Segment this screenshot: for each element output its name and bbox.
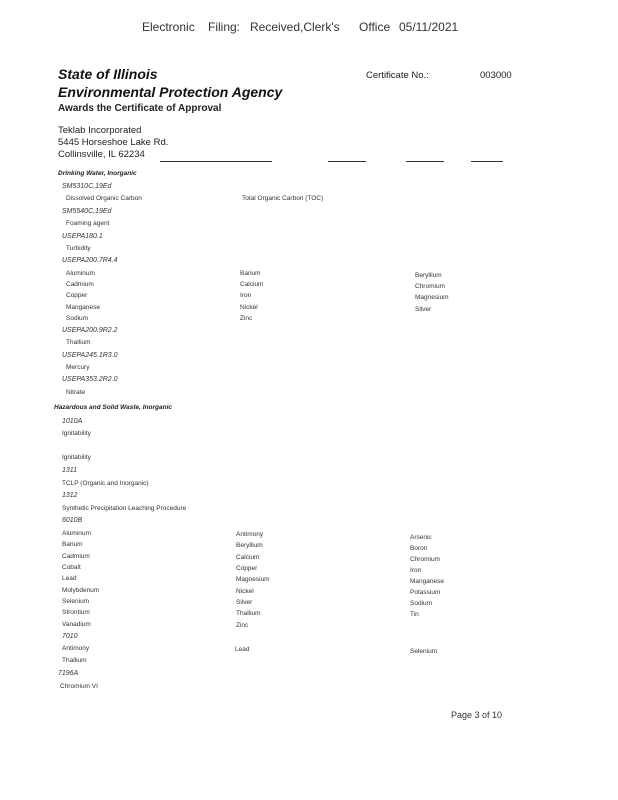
- filing-electronic: Electronic: [142, 20, 195, 34]
- analyte: Tin: [410, 611, 419, 618]
- analyte: Beryllium: [236, 542, 263, 549]
- analyte: Synthetic Precipitation Leaching Procedure: [62, 505, 187, 512]
- method-code: 1312: [62, 492, 78, 499]
- analyte: Aluminum: [62, 530, 91, 537]
- analyte: Turbidity: [66, 245, 91, 252]
- analyte: Calcium: [240, 281, 264, 288]
- analyte: Chromium: [415, 283, 445, 290]
- analyte: Thallium: [236, 610, 261, 617]
- analyte: Beryllium: [415, 272, 442, 279]
- lab-street: 5445 Horseshoe Lake Rd.: [58, 137, 169, 148]
- analyte: Chromium VI: [60, 683, 98, 690]
- analyte: Aluminum: [66, 270, 95, 277]
- analyte: Copper: [66, 292, 88, 299]
- analyte: Cadmium: [66, 281, 94, 288]
- analyte: Lead: [62, 575, 77, 582]
- method-code: 7010: [62, 633, 78, 640]
- analyte: Iron: [240, 292, 252, 299]
- analyte: Zinc: [236, 622, 249, 629]
- analyte: Ignitability: [62, 454, 91, 461]
- analyte: Manganese: [410, 578, 444, 585]
- analyte: Molybdenum: [62, 587, 100, 594]
- lab-name: Teklab Incorporated: [58, 125, 142, 136]
- method-code: USEPA200.7R4.4: [62, 257, 118, 264]
- analyte: Cobalt: [62, 564, 81, 571]
- filing-date: 05/11/2021: [399, 20, 459, 34]
- blank-line: [160, 161, 272, 162]
- section-title: Hazardous and Solid Waste, Inorganic: [54, 404, 172, 411]
- analyte: Total Organic Carbon (TOC): [242, 195, 324, 202]
- method-code: USEPA180.1: [62, 233, 103, 240]
- analyte: Manganese: [66, 304, 100, 311]
- analyte: Mercury: [66, 364, 90, 371]
- analyte: Antimony: [62, 645, 90, 652]
- filing-office: Office: [359, 20, 391, 34]
- analyte: Barium: [240, 270, 261, 277]
- analyte: Selenium: [410, 648, 438, 655]
- analyte: Sodium: [66, 315, 89, 322]
- analyte: Dissolved Organic Carbon: [66, 195, 142, 202]
- awards-heading: Awards the Certificate of Approval: [58, 103, 222, 114]
- analyte: Vanadium: [62, 621, 91, 628]
- method-code: USEPA200.9R2.2: [62, 327, 118, 334]
- analyte: Copper: [236, 565, 258, 572]
- blank-line: [328, 161, 366, 162]
- analyte: Nitrate: [66, 389, 86, 396]
- method-code: 7196A: [58, 670, 79, 677]
- analyte: Magnesium: [236, 576, 270, 583]
- method-code: USEPA245.1R3.0: [62, 352, 118, 359]
- analyte: Barium: [62, 541, 83, 548]
- analyte: TCLP (Organic and Inorganic): [62, 480, 149, 487]
- analyte: Nickel: [236, 588, 254, 595]
- analyte: Iron: [410, 567, 422, 574]
- lab-city: Collinsville, IL 62234: [58, 149, 145, 160]
- analyte: Lead: [235, 646, 250, 653]
- analyte: Silver: [415, 306, 432, 313]
- page-number: Page 3 of 10: [451, 710, 503, 720]
- analyte: Zinc: [240, 315, 253, 322]
- analyte: Strontium: [62, 609, 90, 616]
- analyte: Cadmium: [62, 553, 90, 560]
- analyte: Ignitability: [62, 430, 91, 437]
- analyte: Antimony: [236, 531, 264, 538]
- certificate-label: Certificate No.:: [366, 70, 429, 81]
- agency-title: Environmental Protection Agency: [58, 84, 283, 100]
- filing-label: Filing:: [208, 20, 241, 34]
- analyte: Selenium: [62, 598, 90, 605]
- analyte: Calcium: [236, 554, 260, 561]
- analyte: Thallium: [62, 657, 87, 664]
- method-code: USEPA353.2R2.0: [62, 376, 118, 383]
- blank-line: [471, 161, 503, 162]
- analyte: Arsenic: [410, 534, 432, 541]
- blank-line: [406, 161, 444, 162]
- method-code: 6010B: [62, 517, 83, 524]
- analyte: Foaming agent: [66, 220, 110, 227]
- analyte: Nickel: [240, 304, 258, 311]
- analyte: Thallium: [66, 339, 91, 346]
- analyte: Silver: [236, 599, 253, 606]
- analyte: Magnesium: [415, 294, 449, 301]
- method-code: 1311: [62, 467, 78, 474]
- certificate-number: 003000: [480, 70, 512, 81]
- method-code: SM5310C,19Ed: [62, 183, 112, 190]
- state-title: State of Illinois: [58, 66, 158, 82]
- method-code: 1010A: [62, 418, 83, 425]
- analyte: Potassium: [410, 589, 441, 596]
- method-code: SM5540C,19Ed: [62, 208, 112, 215]
- analyte: Boron: [410, 545, 428, 552]
- section-title: Drinking Water, Inorganic: [58, 170, 137, 177]
- analyte: Chromium: [410, 556, 440, 563]
- filing-received: Received,Clerk's: [250, 20, 340, 34]
- analyte: Sodium: [410, 600, 433, 607]
